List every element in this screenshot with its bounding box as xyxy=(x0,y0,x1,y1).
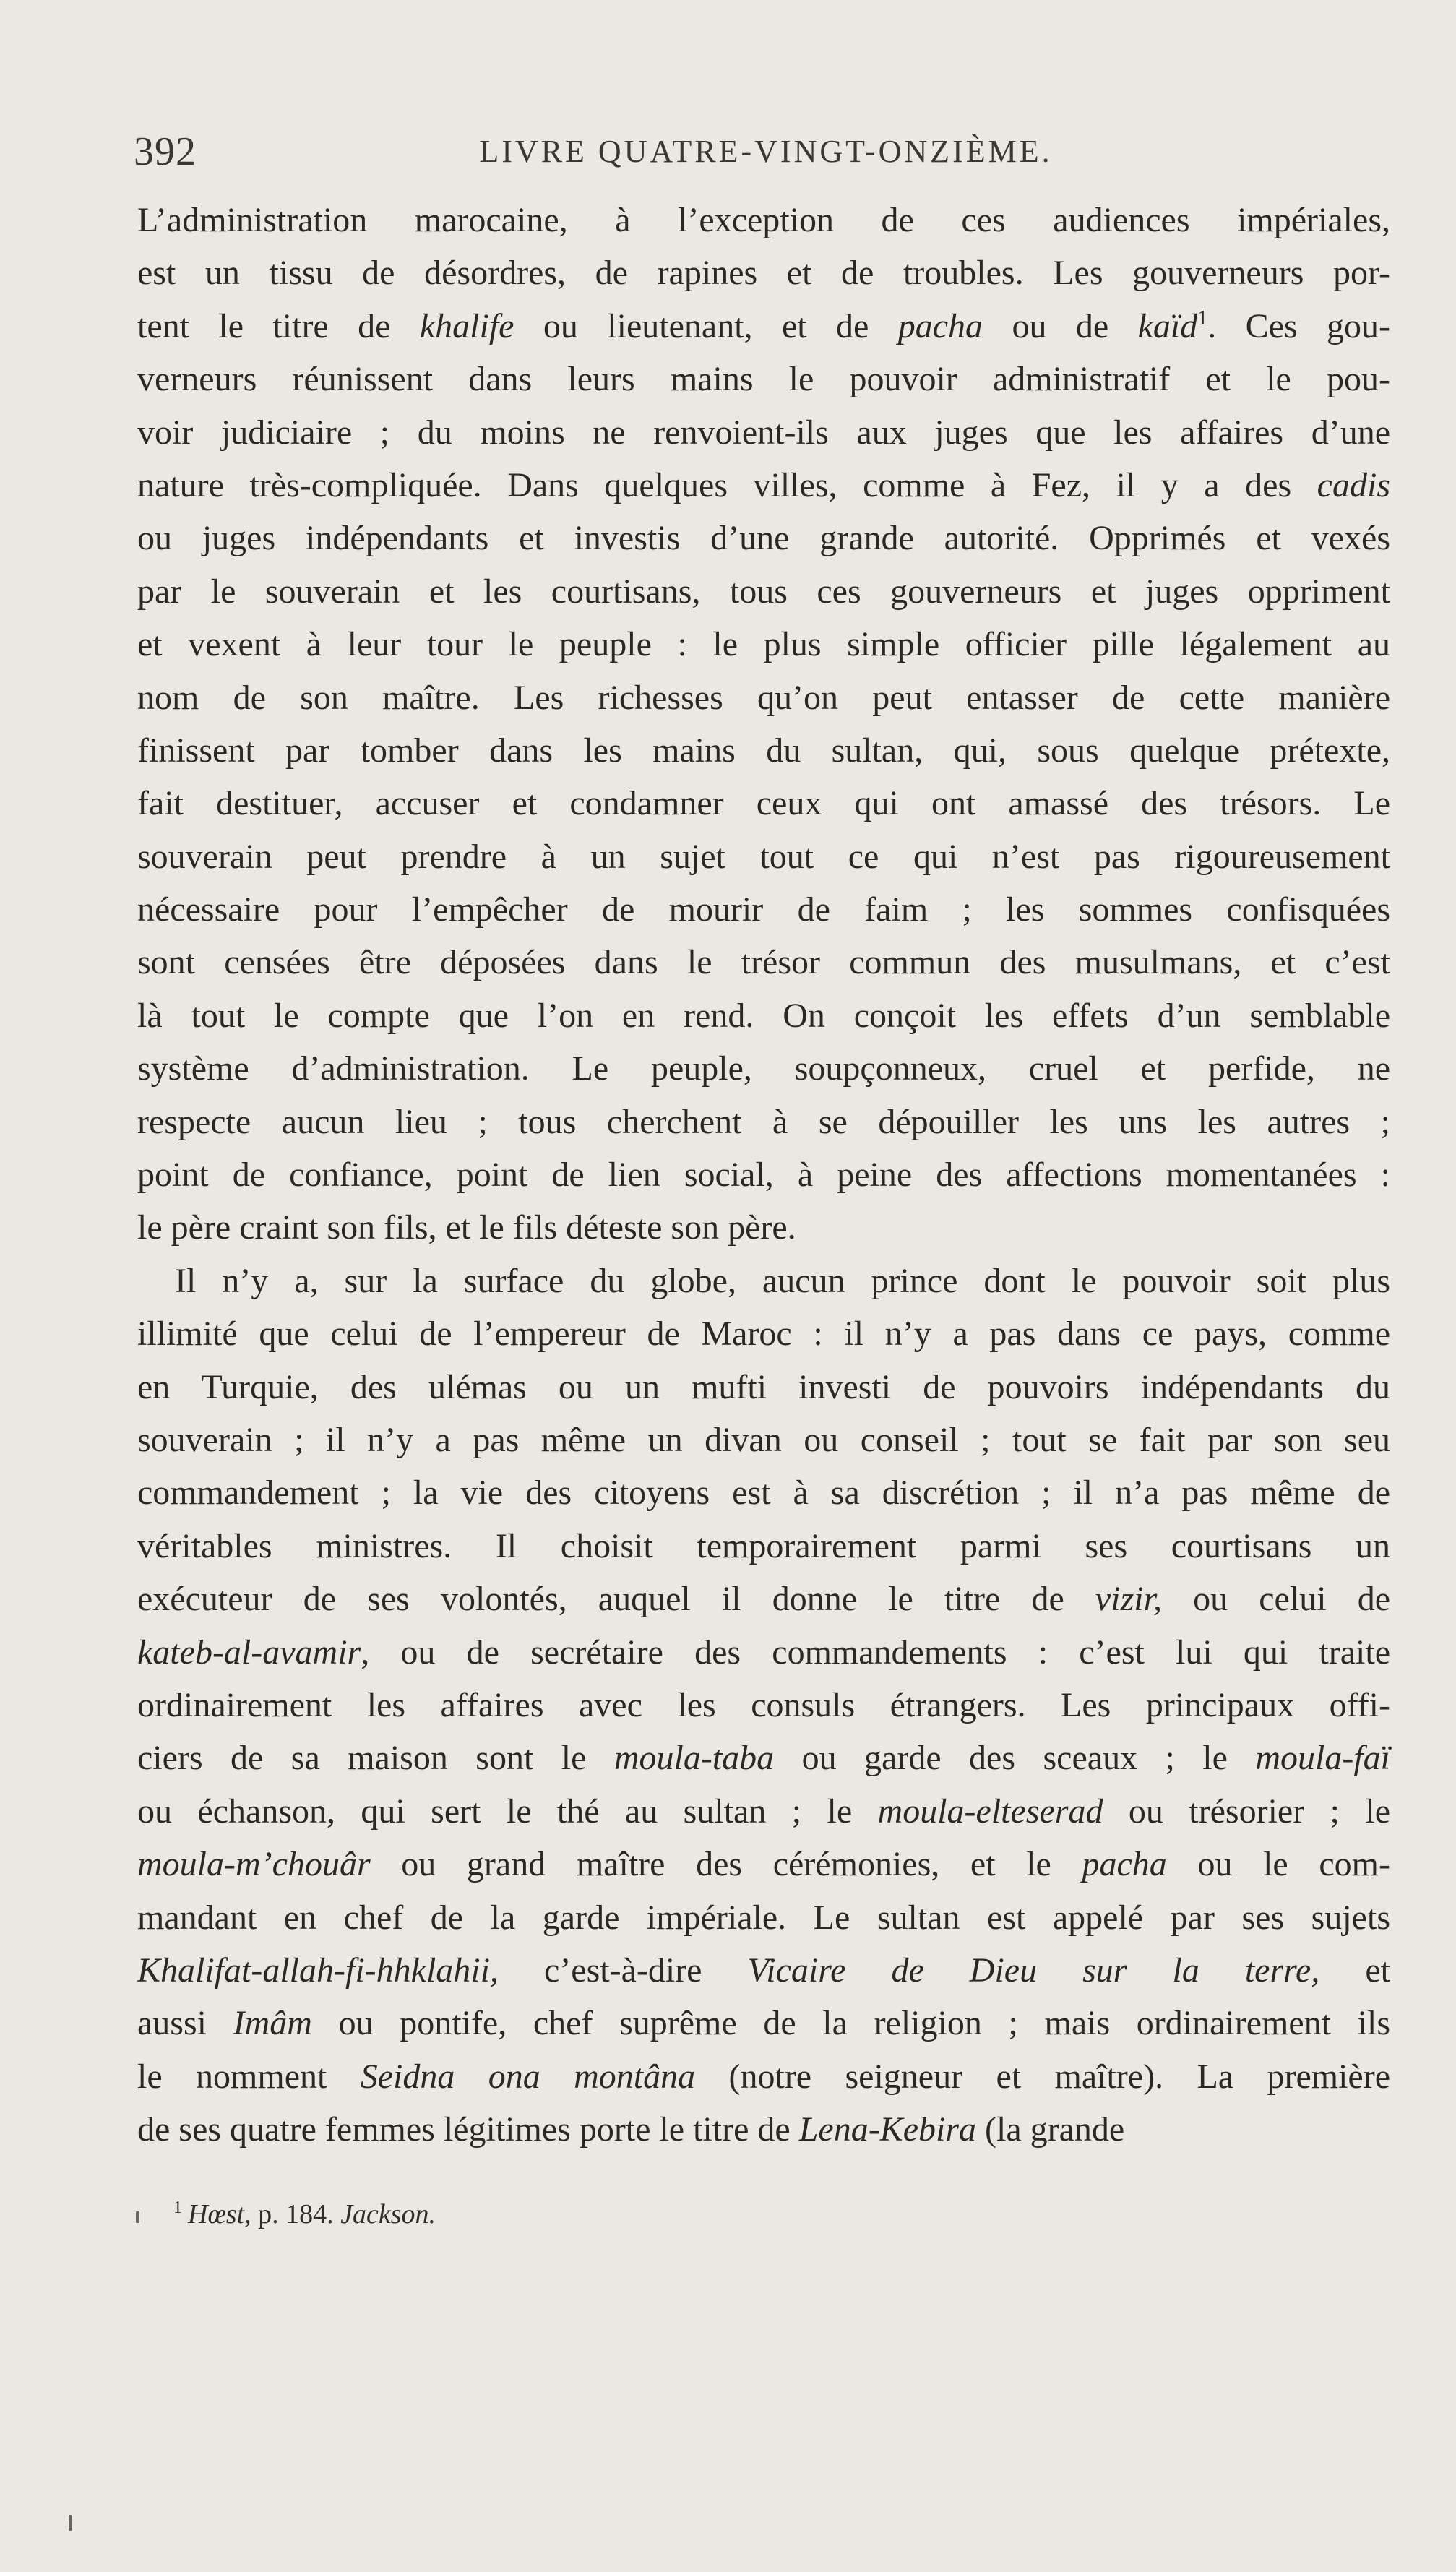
text-line xyxy=(137,883,1390,936)
text-line xyxy=(137,1520,1390,1573)
text-line xyxy=(137,1997,1390,2050)
text-line xyxy=(137,300,1390,353)
text-segment: sont censées être déposées dans le trésor commun des musulmans, et c’est xyxy=(137,943,1390,982)
text-line xyxy=(137,1307,1390,1360)
text-line xyxy=(137,1679,1390,1732)
text-line xyxy=(137,1732,1390,1784)
text-segment: c’est-à-dire xyxy=(498,1950,748,1990)
italic-term: Imâm xyxy=(233,2004,312,2043)
italic-term: moula-m’chouâr xyxy=(137,1845,371,1884)
text-line xyxy=(137,353,1390,405)
text-segment: de ses quatre femmes légitimes porte le titre de xyxy=(137,2110,799,2149)
text-line xyxy=(137,671,1390,724)
italic-term: moula-elteserad xyxy=(877,1792,1103,1831)
text-segment: (la grande xyxy=(976,2110,1125,2149)
text-line xyxy=(137,1466,1390,1519)
text-line xyxy=(137,936,1390,989)
footnote-page-ref: , p. 184. xyxy=(244,2199,341,2229)
text-segment: ou celui de xyxy=(1161,1580,1390,1619)
text-segment: mandant en chef de la garde impériale. Le sultan est appelé par ses sujets xyxy=(137,1898,1390,1937)
italic-term: moula-faï xyxy=(1255,1739,1390,1778)
italic-term: khalife xyxy=(419,306,514,345)
text-segment: L’administration marocaine, à l’exception de ces audiences impériales, xyxy=(137,201,1390,239)
page-number: 392 xyxy=(134,129,197,174)
text-line xyxy=(137,724,1390,777)
text-line xyxy=(137,830,1390,883)
text-segment: commandement ; la vie des citoyens est à sa discrétion ; il n’a pas même de xyxy=(137,1474,1390,1513)
italic-term: vizir, xyxy=(1095,1580,1162,1619)
text-line xyxy=(137,512,1390,564)
text-line xyxy=(137,194,1390,246)
text-line xyxy=(137,246,1390,299)
text-segment: ou pontife, chef suprême de la religion ; mais ordinairement ils xyxy=(311,2004,1391,2043)
text-segment: . Ces gou- xyxy=(1207,306,1391,345)
text-segment: verneurs réunissent dans leurs mains le pouvoir administratif et le pou- xyxy=(137,360,1390,399)
text-segment: Il n’y a, sur la surface du globe, aucun prince dont le pouvoir soit plus xyxy=(175,1261,1390,1300)
text-line xyxy=(137,2103,1390,2156)
text-line xyxy=(137,1838,1390,1891)
italic-term: Khalifat-allah-fi-hhklahii, xyxy=(137,1950,499,1990)
text-segment: ou lieutenant, et de xyxy=(514,306,898,345)
ink-speck xyxy=(136,2211,139,2223)
text-line xyxy=(137,1148,1390,1201)
text-line xyxy=(137,1944,1390,1997)
text-line xyxy=(137,565,1390,618)
text-segment: exécuteur de ses volontés, auquel il donne le titre de xyxy=(137,1580,1095,1619)
running-title: LIVRE QUATRE-VINGT-ONZIÈME. xyxy=(479,134,1053,169)
text-line xyxy=(137,1042,1390,1095)
text-segment: est un tissu de désordres, de rapines et de troubles. Les gouverneurs por- xyxy=(137,254,1390,293)
text-line xyxy=(137,618,1390,671)
text-segment: véritables ministres. Il choisit temporairement parmi ses courtisans un xyxy=(137,1526,1390,1565)
italic-term: pacha xyxy=(897,306,983,345)
text-segment: ou garde des sceaux ; le xyxy=(774,1739,1256,1778)
text-segment: , ou de secrétaire des commandements : c’est lui qui traite xyxy=(361,1633,1390,1672)
footnote-second-source: Jackson. xyxy=(340,2199,436,2229)
text-segment: ou le com- xyxy=(1166,1845,1390,1884)
italic-term: pacha xyxy=(1082,1845,1167,1884)
text-line xyxy=(137,1096,1390,1148)
text-segment: souverain peut prendre à un sujet tout ce qui n’est pas rigoureusement xyxy=(137,837,1390,876)
text-segment: ou trésorier ; le xyxy=(1103,1792,1391,1831)
text-segment: et xyxy=(1319,1950,1391,1990)
text-segment: ou de xyxy=(983,306,1138,345)
footnote-reference: 1 xyxy=(1197,306,1208,330)
text-segment: ciers de sa maison sont le xyxy=(137,1739,614,1778)
text-segment: en Turquie, des ulémas ou un mufti investi de pouvoirs indépendants du xyxy=(137,1367,1390,1406)
text-segment: nature très-compliquée. Dans quelques villes, comme à Fez, il y a des xyxy=(137,465,1317,504)
text-segment: fait destituer, accuser et condamner ceux qui ont amassé des trésors. Le xyxy=(137,784,1390,823)
text-line xyxy=(137,1573,1390,1625)
text-segment: le père craint son fils, et le fils déteste son père. xyxy=(137,1208,796,1247)
text-line xyxy=(137,989,1390,1042)
italic-term: Vicaire de Dieu sur la terre, xyxy=(747,1950,1320,1990)
text-segment: nom de son maître. Les richesses qu’on peut entasser de cette manière xyxy=(137,678,1390,717)
text-line xyxy=(137,1201,1390,1254)
text-line xyxy=(137,1785,1390,1838)
text-segment: souverain ; il n’y a pas même un divan ou conseil ; tout se fait par son seu xyxy=(137,1420,1390,1459)
text-line xyxy=(137,2050,1390,2103)
body-text xyxy=(137,194,1390,2156)
text-segment: voir judiciaire ; du moins ne renvoient-ils aux juges que les affaires d’une xyxy=(137,413,1390,452)
text-segment: point de confiance, point de lien social, à peine des affections momentanées : xyxy=(137,1156,1390,1195)
text-line xyxy=(137,1255,1390,1307)
text-segment: ou échanson, qui sert le thé au sultan ; le xyxy=(137,1792,878,1831)
text-line xyxy=(137,1626,1390,1679)
text-line xyxy=(137,406,1390,459)
running-head xyxy=(134,121,1398,179)
text-segment: ou grand maître des cérémonies, et le xyxy=(370,1845,1082,1884)
italic-term: kateb-al-avamir xyxy=(137,1633,361,1672)
footnote-source: Hœst xyxy=(188,2199,245,2229)
text-line xyxy=(137,1414,1390,1466)
footnote xyxy=(173,2190,436,2232)
text-segment: illimité que celui de l’empereur de Maroc : il n’y a pas dans ce pays, comme xyxy=(137,1315,1390,1354)
text-line xyxy=(137,1891,1390,1944)
ink-speck xyxy=(69,2515,72,2531)
footnote-marker: 1 xyxy=(173,2198,182,2217)
text-line xyxy=(137,1361,1390,1414)
italic-term: moula-taba xyxy=(613,1739,775,1778)
italic-term: Seidna ona montâna xyxy=(360,2057,696,2096)
text-segment: le nomment xyxy=(137,2057,361,2096)
text-line xyxy=(137,459,1390,512)
text-segment: tent le titre de xyxy=(137,306,420,345)
text-segment: nécessaire pour l’empêcher de mourir de faim ; les sommes confisquées xyxy=(137,890,1390,929)
text-segment: (notre seigneur et maître). La première xyxy=(695,2057,1391,2096)
text-segment: et vexent à leur tour le peuple : le plus simple officier pille légalement au xyxy=(137,625,1390,664)
text-segment: système d’administration. Le peuple, soupçonneux, cruel et perfide, ne xyxy=(137,1049,1390,1088)
text-segment: finissent par tomber dans les mains du sultan, qui, sous quelque prétexte, xyxy=(137,731,1390,770)
text-segment: respecte aucun lieu ; tous cherchent à se dépouiller les uns les autres ; xyxy=(137,1102,1390,1141)
text-segment: là tout le compte que l’on en rend. On conçoit les effets d’un semblable xyxy=(137,996,1390,1035)
text-segment: aussi xyxy=(137,2004,233,2043)
italic-term: cadis xyxy=(1317,465,1390,504)
text-segment: ou juges indépendants et investis d’une grande autorité. Opprimés et vexés xyxy=(137,519,1390,558)
italic-term: kaïd xyxy=(1137,306,1198,345)
text-line xyxy=(137,777,1390,830)
text-segment: ordinairement les affaires avec les consuls étrangers. Les principaux offi- xyxy=(137,1685,1390,1724)
italic-term: Lena-Kebira xyxy=(798,2110,977,2149)
text-segment: par le souverain et les courtisans, tous ces gouverneurs et juges oppriment xyxy=(137,572,1390,611)
